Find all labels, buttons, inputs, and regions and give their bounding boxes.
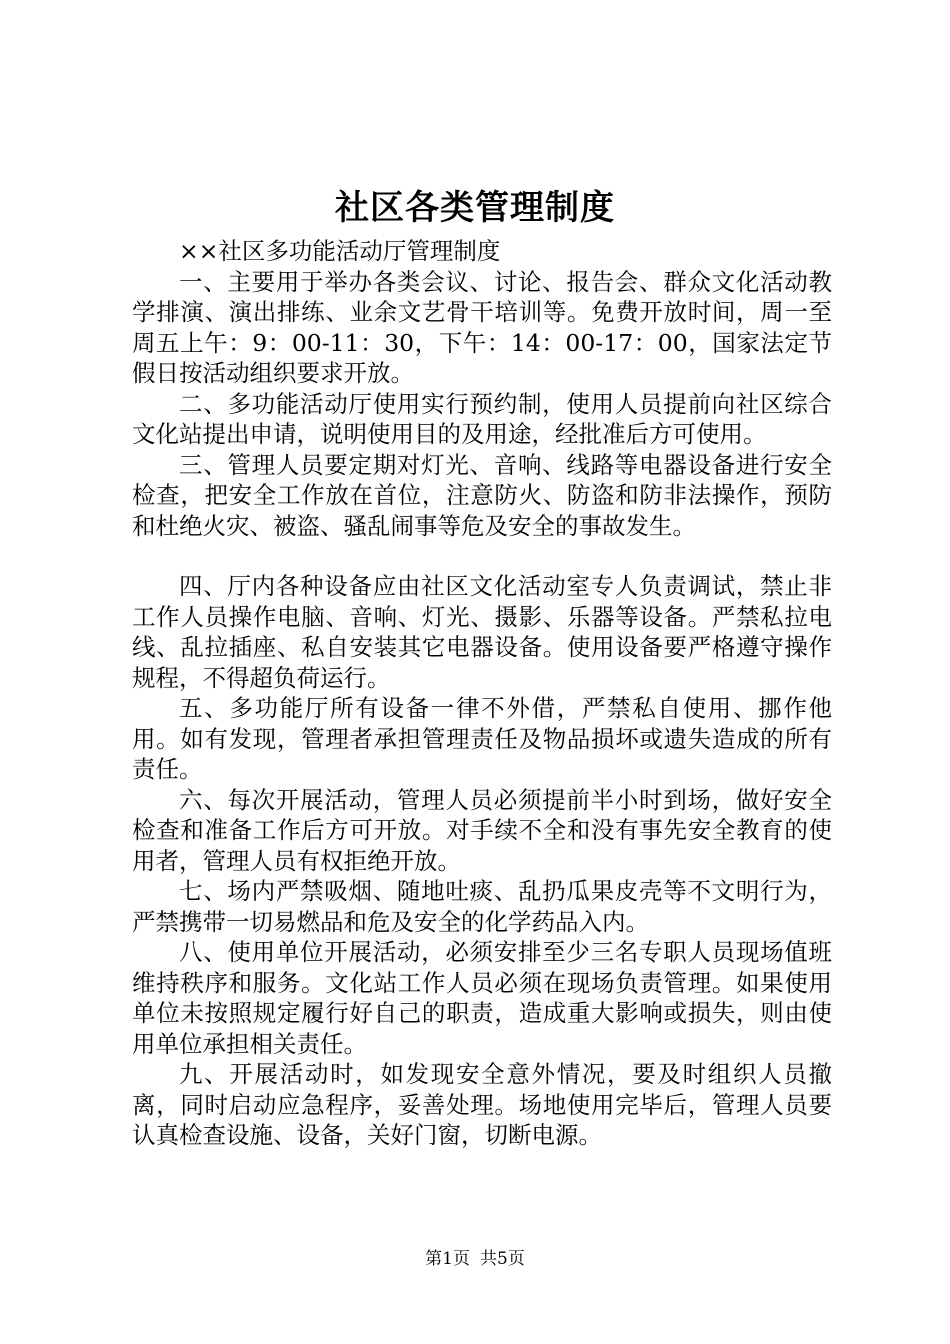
paragraph-5: 五、多功能厅所有设备一律不外借，严禁私自使用、挪作他用。如有发现，管理者承担管理责任及物品损坏或遗失造成的所有责任。 <box>132 694 832 783</box>
paragraph-4: 四、厅内各种设备应由社区文化活动室专人负责调试，禁止非工作人员操作电脑、音响、灯光、摄影、乐器等设备。严禁私拉电线、乱拉插座、私自安装其它电器设备。使用设备要严格遵守操作规程，不得超负荷运行。 <box>132 572 832 692</box>
document-body <box>132 236 832 1151</box>
paragraph-9: 九、开展活动时，如发现安全意外情况，要及时组织人员撤离，同时启动应急程序，妥善处理。场地使用完毕后，管理人员要认真检查设施、设备，关好门窗，切断电源。 <box>132 1060 832 1149</box>
section-subtitle: ××社区多功能活动厅管理制度 <box>179 237 501 265</box>
paragraph-2: 二、多功能活动厅使用实行预约制，使用人员提前向社区综合文化站提出申请，说明使用目的及用途，经批准后方可使用。 <box>132 389 832 448</box>
paragraph-8: 八、使用单位开展活动，必须安排至少三名专职人员现场值班维持秩序和服务。文化站工作人员必须在现场负责管理。如果使用单位未按照规定履行好自己的职责，造成重大影响或损失，则由使用单位承担相关责任。 <box>132 938 832 1058</box>
paragraph-6: 六、每次开展活动，管理人员必须提前半小时到场，做好安全检查和准备工作后方可开放。对手续不全和没有事先安全教育的使用者，管理人员有权拒绝开放。 <box>132 785 832 875</box>
page-title: 社区各类管理制度 <box>335 188 615 228</box>
paragraph-3: 三、管理人员要定期对灯光、音响、线路等电器设备进行安全检查，把安全工作放在首位，注意防火、防盗和防非法操作，预防和杜绝火灾、被盗、骚乱闹事等危及安全的事故发生。 <box>132 450 832 540</box>
paragraph-1: 一、主要用于举办各类会议、讨论、报告会、群众文化活动教学排演、演出排练、业余文艺骨干培训等。免费开放时间，周一至周五上午：9：00-11：30，下午：14：00-17：00，国家法定节假日按活动组织要求开放。 <box>132 267 832 387</box>
paragraph-7: 七、场内严禁吸烟、随地吐痰、乱扔瓜果皮壳等不文明行为，严禁携带一切易燃品和危及安全的化学药品入内。 <box>132 877 832 936</box>
page-number: 第1页 <box>425 1249 470 1269</box>
page-footer <box>0 1248 950 1270</box>
page-total: 共5页 <box>480 1249 525 1269</box>
